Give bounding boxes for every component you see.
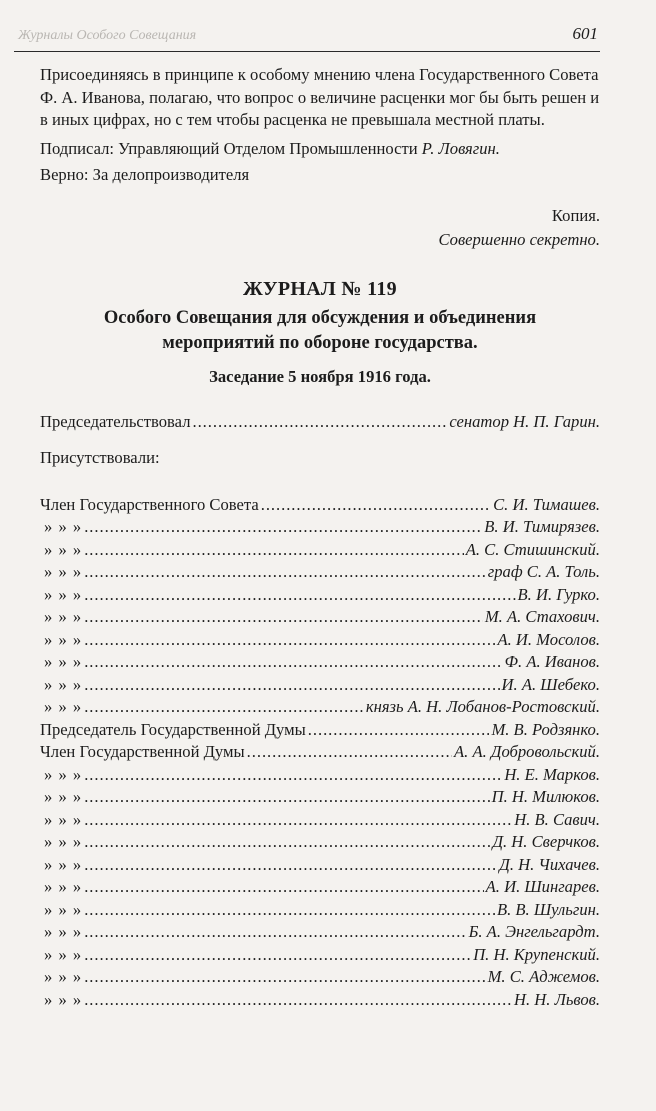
member-name: А. И. Шингарев. xyxy=(485,877,600,896)
verification-line: Верно: За делопроизводителя xyxy=(40,165,250,184)
leader-dots xyxy=(84,651,502,674)
member-row xyxy=(40,651,600,674)
member-row xyxy=(40,831,600,854)
member-row xyxy=(40,719,600,742)
member-role: Председатель Государственной Думы xyxy=(40,719,306,739)
member-role-ditto: » » » xyxy=(44,832,83,851)
member-row xyxy=(40,494,600,517)
member-name: граф С. А. Толь. xyxy=(487,562,600,581)
chair-name: сенатор Н. П. Гарин. xyxy=(449,411,600,431)
member-role-ditto: » » » xyxy=(44,967,83,986)
leader-dots xyxy=(84,921,466,944)
member-row xyxy=(40,516,600,539)
member-role-ditto: » » » xyxy=(44,652,83,671)
journal-subtitle xyxy=(40,306,600,356)
leader-dots xyxy=(84,629,495,652)
member-name: М. А. Стахович. xyxy=(484,607,600,626)
member-role-ditto: » » » xyxy=(44,629,83,649)
member-name: А. И. Мосолов. xyxy=(497,629,600,649)
member-row xyxy=(40,696,600,719)
leader-dots xyxy=(84,786,489,809)
member-row xyxy=(40,809,600,832)
member-name: В. И. Тимирязев. xyxy=(484,517,600,536)
member-name: Н. Е. Марков. xyxy=(504,764,600,784)
member-role-ditto: » » » xyxy=(44,697,83,716)
member-row xyxy=(40,606,600,629)
member-role: Член Государственной Думы xyxy=(40,742,245,761)
chair-row xyxy=(40,411,600,434)
signature-line xyxy=(40,138,600,161)
member-name: П. Н. Милюков. xyxy=(491,787,600,806)
member-role-ditto: » » » xyxy=(44,674,83,694)
member-row xyxy=(40,741,600,764)
page-number: 601 xyxy=(572,24,598,43)
session-date: Заседание 5 ноября 1916 года. xyxy=(209,367,431,386)
running-head xyxy=(14,22,600,52)
member-name: В. В. Шульгин. xyxy=(496,899,600,919)
leader-dots xyxy=(84,539,464,562)
member-row xyxy=(40,966,600,989)
member-row xyxy=(40,539,600,562)
members-list xyxy=(40,494,600,1012)
leader-dots xyxy=(84,561,486,584)
leader-dots xyxy=(84,966,485,989)
leader-dots xyxy=(84,899,495,922)
leader-dots xyxy=(84,606,483,629)
member-name: В. И. Гурко. xyxy=(517,584,600,604)
member-role-ditto: » » » xyxy=(44,944,83,964)
member-name: Н. Н. Львов. xyxy=(514,989,600,1009)
leader-dots xyxy=(308,719,490,742)
journal-title: ЖУРНАЛ № 119 xyxy=(243,277,397,300)
member-row xyxy=(40,876,600,899)
leader-dots xyxy=(84,854,497,877)
member-role-ditto: » » » xyxy=(44,854,83,874)
secrecy-mark: Совершенно секретно. xyxy=(438,230,600,249)
member-row xyxy=(40,921,600,944)
member-name: С. И. Тимашев. xyxy=(493,494,600,514)
leader-dots xyxy=(84,584,515,607)
leader-dots xyxy=(84,876,483,899)
member-row xyxy=(40,899,600,922)
member-row xyxy=(40,561,600,584)
member-role-ditto: » » » xyxy=(44,607,83,626)
dissenting-opinion-paragraph: Присоединяясь в принципе к особому мнению члена Государственного Совета Ф. А. Иванова, полагаю, что вопрос о величине расценки мог бы быть решен и в иных цифрах, но с тем чтобы расценка не превышала местной платы. xyxy=(40,65,600,129)
leader-dots xyxy=(84,989,512,1012)
member-role-ditto: » » » xyxy=(44,877,83,896)
member-role-ditto: » » » xyxy=(44,764,83,784)
leader-dots xyxy=(84,696,364,719)
member-role-ditto: » » » xyxy=(44,809,83,829)
member-name: П. Н. Крупенский. xyxy=(473,944,600,964)
member-row xyxy=(40,854,600,877)
member-name: Ф. А. Иванов. xyxy=(504,652,600,671)
present-label: Присутствовали: xyxy=(40,448,160,467)
member-role-ditto: » » » xyxy=(44,989,83,1009)
member-row xyxy=(40,786,600,809)
member-row xyxy=(40,674,600,697)
member-name: А. А. Добровольский. xyxy=(454,742,600,761)
leader-dots xyxy=(84,809,512,832)
member-role-ditto: » » » xyxy=(44,517,83,536)
leader-dots xyxy=(247,741,452,764)
member-row xyxy=(40,944,600,967)
member-name: И. А. Шебеко. xyxy=(501,674,600,694)
running-head-ghost-text: Журналы Особого Совещания xyxy=(18,28,197,43)
member-name: Д. Н. Сверчков. xyxy=(492,832,600,851)
member-role: Член Государственного Совета xyxy=(40,494,259,514)
member-name: М. С. Аджемов. xyxy=(487,967,600,986)
leader-dots xyxy=(84,516,482,539)
journal-subtitle-line-2: мероприятий по обороне государства. xyxy=(162,333,478,353)
leader-dots xyxy=(192,411,447,434)
member-row xyxy=(40,764,600,787)
member-role-ditto: » » » xyxy=(44,922,83,941)
signature-name: Р. Ловягин. xyxy=(421,138,500,158)
member-name: Б. А. Энгельгардт. xyxy=(468,922,600,941)
journal-subtitle-line-1: Особого Совещания для обсуждения и объединения xyxy=(103,308,537,328)
signature-prefix: Подписал: Управляющий Отделом Промышленности xyxy=(40,138,422,158)
member-row xyxy=(40,584,600,607)
leader-dots xyxy=(84,674,499,697)
leader-dots xyxy=(84,764,502,787)
member-row xyxy=(40,629,600,652)
member-name: Н. В. Савич. xyxy=(514,809,600,829)
copy-mark: Копия. xyxy=(551,205,600,225)
member-role-ditto: » » » xyxy=(44,584,83,604)
member-role-ditto: » » » xyxy=(44,899,83,919)
page-content xyxy=(40,64,600,1011)
member-name: князь А. Н. Лобанов-Ростовский. xyxy=(365,697,600,716)
leader-dots xyxy=(84,944,471,967)
member-name: Д. Н. Чихачев. xyxy=(499,854,600,874)
member-name: М. В. Родзянко. xyxy=(491,719,600,739)
member-role-ditto: » » » xyxy=(44,787,83,806)
chair-label: Председательствовал xyxy=(40,411,191,431)
member-role-ditto: » » » xyxy=(44,539,83,559)
member-name: А. С. Стишинский. xyxy=(465,539,600,559)
leader-dots xyxy=(261,494,491,517)
leader-dots xyxy=(84,831,490,854)
member-role-ditto: » » » xyxy=(44,562,83,581)
member-row xyxy=(40,989,600,1012)
